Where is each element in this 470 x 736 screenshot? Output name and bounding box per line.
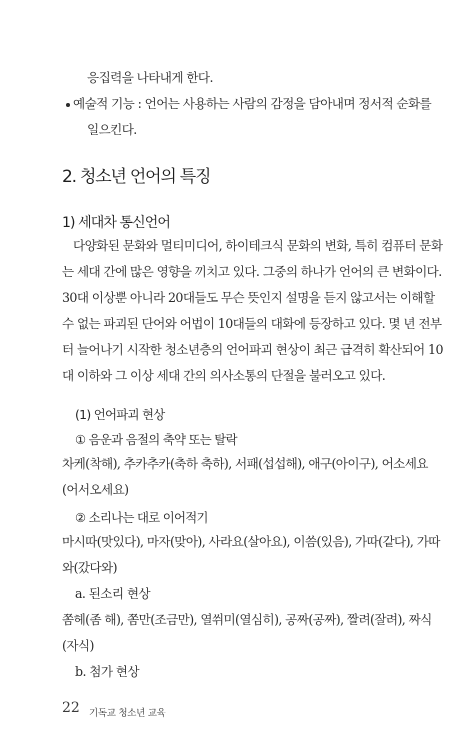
continuation-text: 응집력을 나타내게 한다.: [87, 70, 213, 85]
item-2-line-2: 와(갔다와): [62, 560, 117, 575]
item-a-heading: a. 된소리 현상: [75, 586, 150, 601]
bullet-item-line-1: 예술적 기능 : 언어는 사용하는 사람의 감정을 담아내며 정서적 순화를: [73, 96, 432, 111]
paragraph-line-6: 대 이하와 그 이상 세대 간의 의사소통의 단절을 불러오고 있다.: [62, 368, 386, 383]
subsection-heading: 1) 세대차 통신언어: [62, 215, 171, 231]
running-footer-title: 기독교 청소년 교육: [89, 708, 166, 719]
paragraph-line-5: 터 늘어나기 시작한 청소년층의 언어파괴 현상이 최근 급격히 확산되어 10: [62, 342, 443, 357]
item-a-line-1: 쫌헤(좀 해), 쫌만(조금만), 열쒸미(열심히), 공짜(공짜), 짤려(잘려), 짜식: [62, 612, 432, 627]
item-b-heading: b. 첨가 현상: [75, 664, 139, 679]
paragraph-line-1: 다양화된 문화와 멀티미디어, 하이테크식 문화의 변화, 특히 컴퓨터 문화: [73, 238, 443, 253]
item-1-line-2: (어서오세요): [62, 482, 129, 497]
item-1-heading: ① 음운과 음절의 축약 또는 탈락: [75, 432, 237, 447]
item-a-line-2: (자식): [62, 638, 94, 653]
item-2-heading: ② 소리나는 대로 이어적기: [75, 510, 208, 525]
item-2-line-1: 마시따(맛있다), 마자(맞아), 사라요(살아요), 이씀(있음), 가따(같다), 가따: [62, 534, 440, 549]
bullet-dot-icon: [66, 103, 70, 107]
paragraph-line-4: 수 없는 파괴된 단어와 어법이 10대들의 대화에 등장하고 있다. 몇 년 전부: [62, 316, 442, 331]
paragraph-line-3: 30대 이상뿐 아니라 20대들도 무슨 뜻인지 설명을 듣지 않고서는 이해할: [62, 290, 435, 305]
page-number: 22: [62, 700, 80, 716]
sub-heading-destruction: (1) 언어파괴 현상: [75, 407, 165, 422]
paragraph-line-2: 는 세대 간에 많은 영향을 끼치고 있다. 그중의 하나가 언어의 큰 변화이다.: [62, 264, 442, 279]
section-heading: 2. 청소년 언어의 특징: [62, 167, 211, 187]
item-1-line-1: 차케(착해), 추카추카(축하 축하), 서패(섭섭해), 애구(아이구), 어소세요: [62, 456, 428, 471]
bullet-item-line-2: 일으킨다.: [87, 122, 137, 137]
